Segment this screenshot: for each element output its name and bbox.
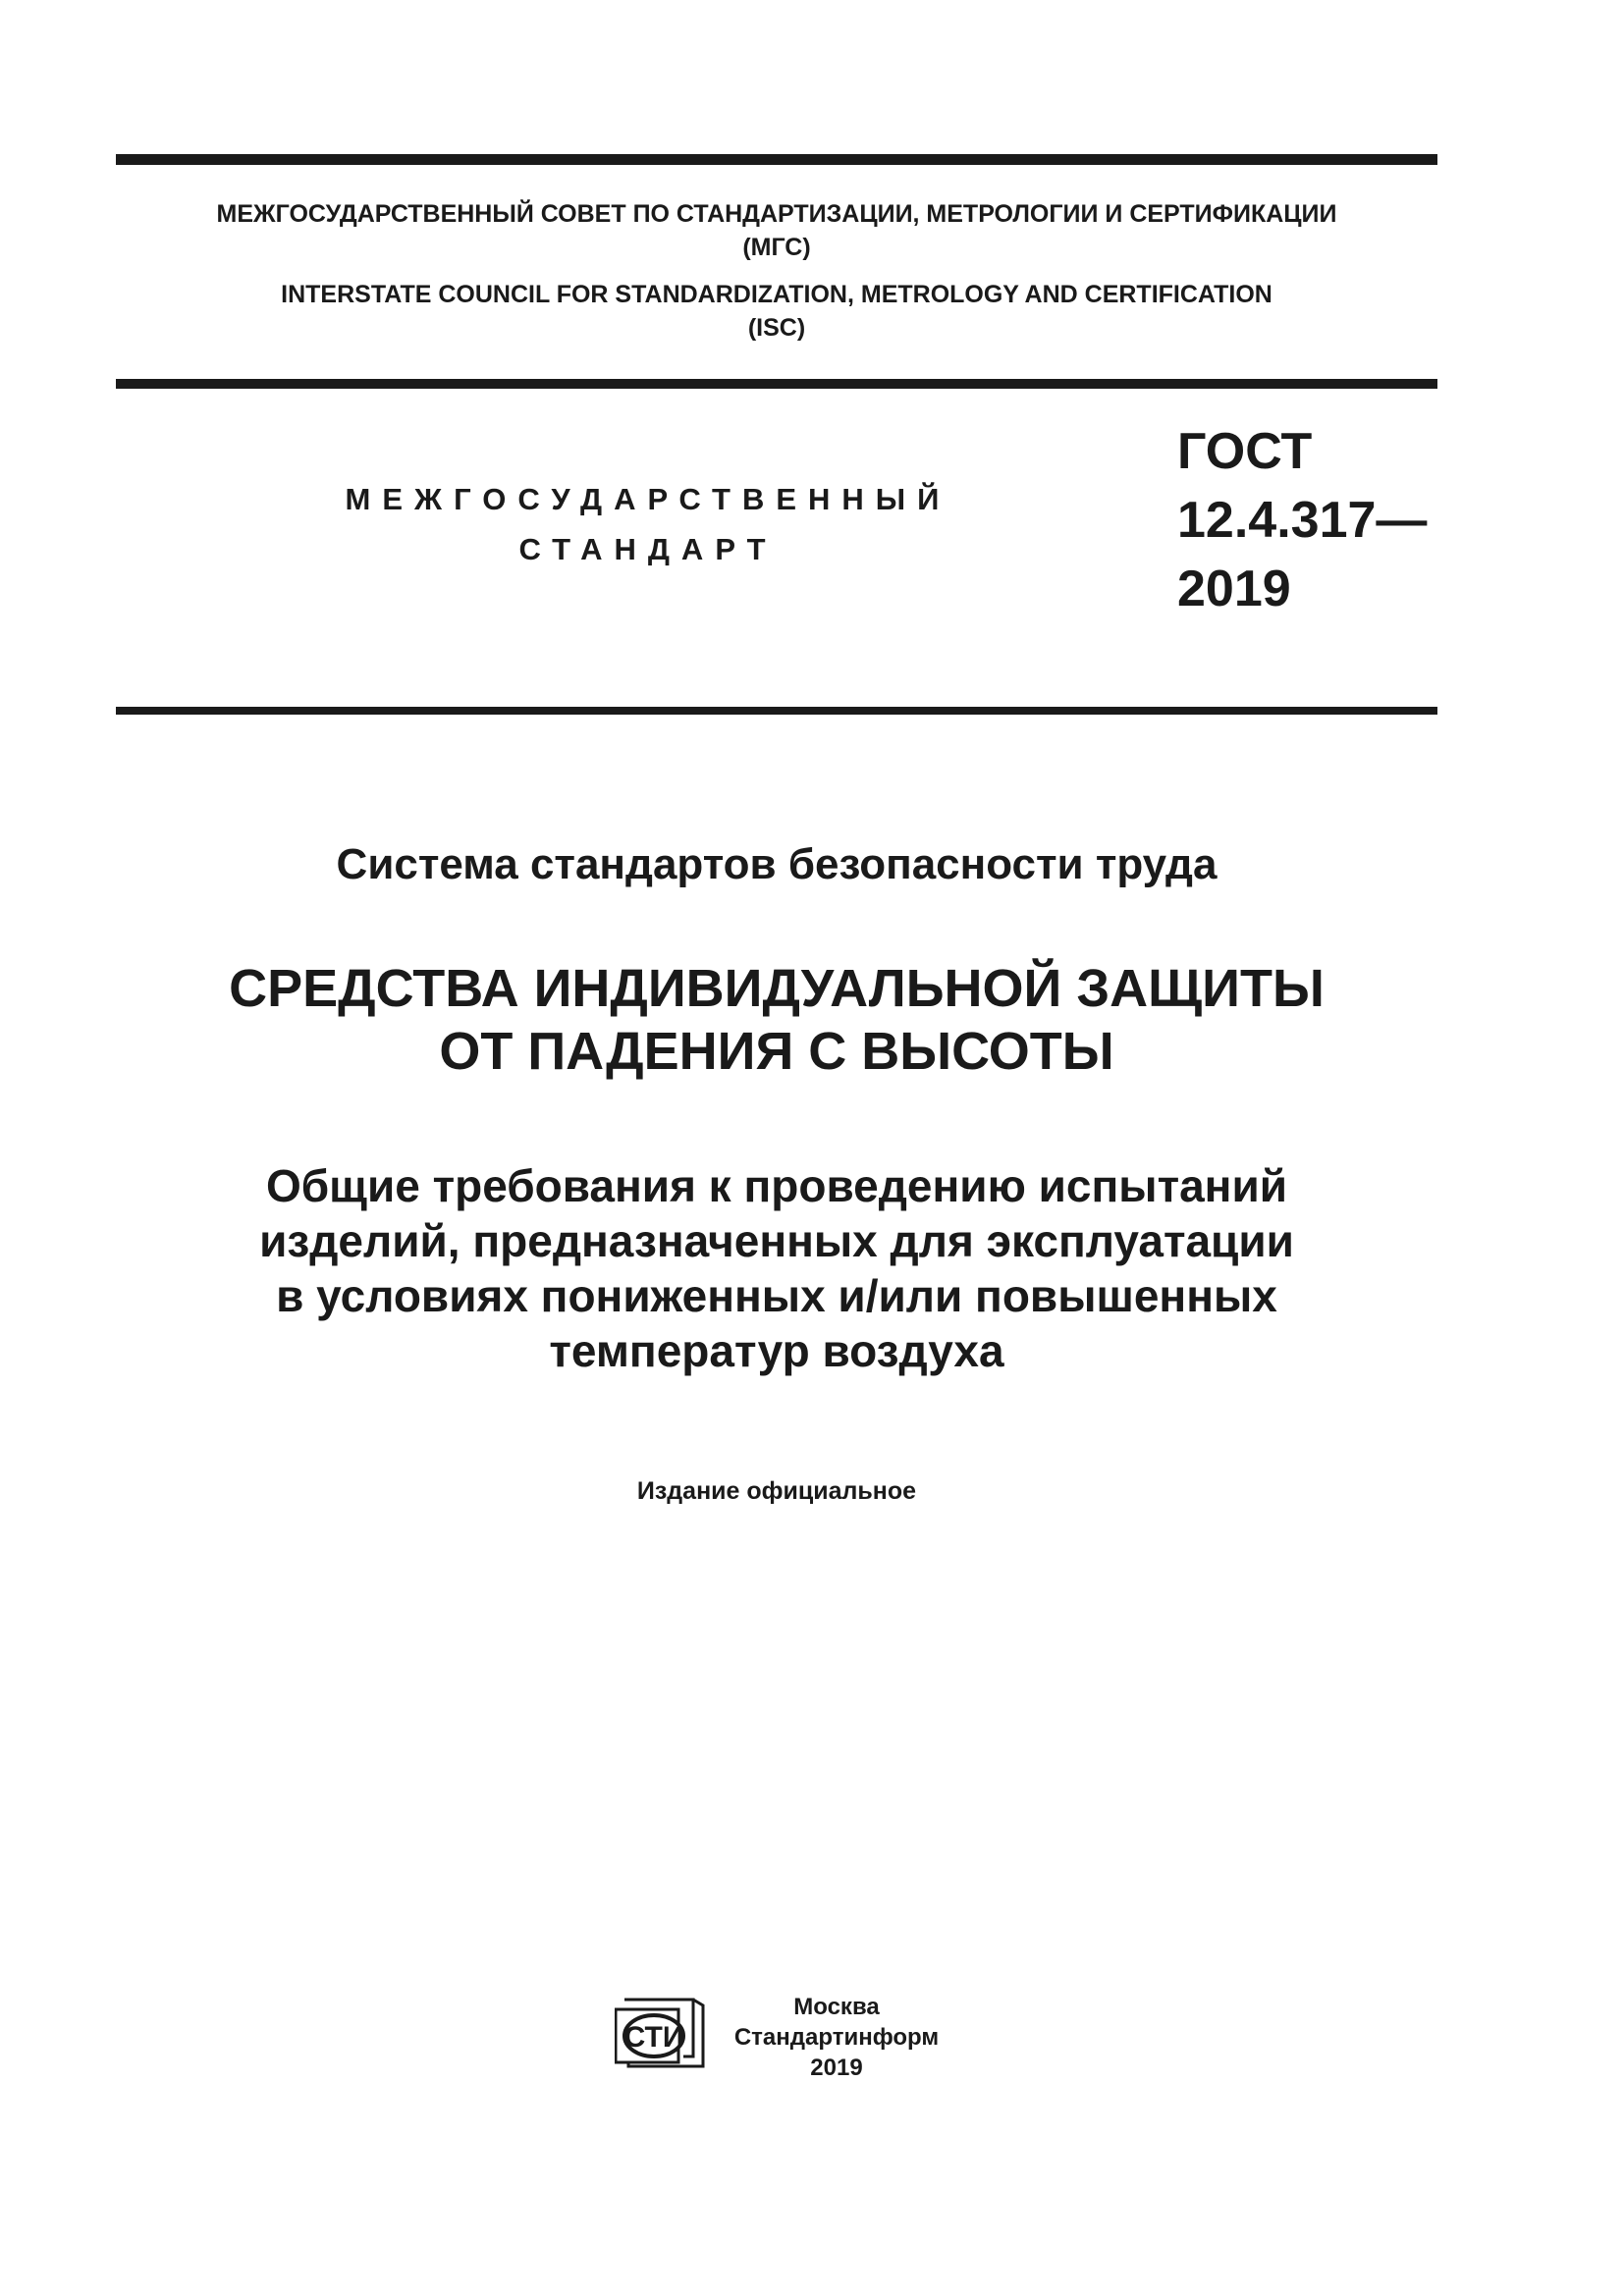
council-name-en-line: INTERSTATE COUNCIL FOR STANDARDIZATION, METROLOGY AND CERTIFICATION: [281, 281, 1272, 308]
publisher-block: [613, 1992, 1005, 2109]
council-abbr-en: (ISC): [747, 314, 806, 342]
main-title-line-2: ОТ ПАДЕНИЯ С ВЫСОТЫ: [439, 1022, 1114, 1081]
standard-type-line-2: СТАНДАРТ: [518, 532, 778, 566]
standard-type-line-1: МЕЖГОСУДАРСТВЕННЫЙ: [345, 482, 951, 516]
subtitle: [116, 1158, 1437, 1378]
logo-letters: СТИ: [623, 2021, 684, 2054]
subtitle-line-1: Общие требования к проведению испытаний: [265, 1160, 1288, 1211]
standartinform-logo-icon: [615, 1996, 709, 2074]
council-name-ru-line: МЕЖГОСУДАРСТВЕННЫЙ СОВЕТ ПО СТАНДАРТИЗАЦИИ, МЕТРОЛОГИИ И СЕРТИФИКАЦИИ: [216, 200, 1337, 228]
edition-note: Издание официальное: [636, 1477, 917, 1505]
main-title: [116, 957, 1437, 1083]
designation-divider: [116, 707, 1437, 715]
council-abbr-ru: (МГС): [742, 234, 811, 261]
main-title-line-1: СРЕДСТВА ИНДИВИДУАЛЬНОЙ ЗАЩИТЫ: [229, 959, 1325, 1018]
designation-number: 12.4.317—: [1177, 492, 1428, 549]
top-divider: [116, 154, 1437, 165]
subtitle-line-3: в условиях пониженных и/или повышенных: [276, 1270, 1277, 1321]
publisher-text: [729, 1992, 945, 2083]
designation-year: 2019: [1177, 561, 1291, 617]
standard-designation: [1177, 417, 1427, 623]
header-divider: [116, 379, 1437, 389]
council-name-ru: [116, 197, 1437, 264]
designation-prefix: ГОСТ: [1177, 423, 1313, 480]
council-name-en: [116, 278, 1437, 345]
subtitle-line-2: изделий, предназначенных для эксплуатации: [259, 1215, 1294, 1266]
subtitle-line-4: температур воздуха: [549, 1325, 1004, 1376]
series-title: Система стандартов безопасности труда: [336, 840, 1218, 888]
publisher-city: Москва: [793, 1994, 880, 2020]
publisher-name: Стандартинформ: [733, 2024, 940, 2051]
publisher-year: 2019: [810, 2055, 863, 2081]
